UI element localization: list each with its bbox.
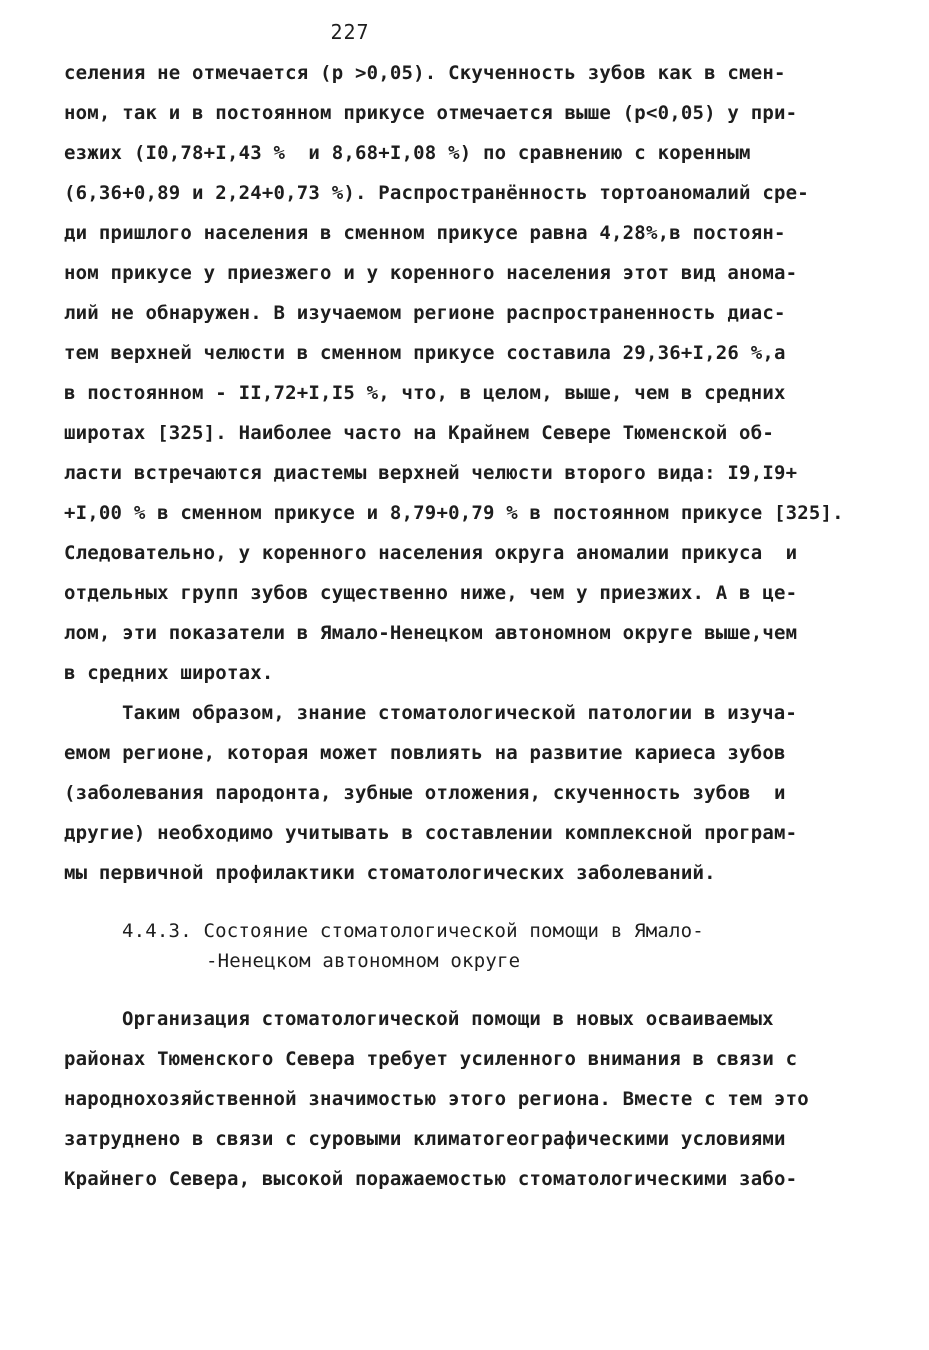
text-line: ном, так и в постоянном прикусе отмечается выше (p<0,05) у при- (64, 102, 798, 124)
text-line: в постоянном - II,72+I,I5 %, что, в целом, выше, чем в средних (64, 382, 786, 404)
text-line: селения не отмечается (p >0,05). Скученность зубов как в смен- (64, 62, 786, 84)
text-line: тем верхней челюсти в сменном прикусе составила 29,36+I,26 %,а (64, 342, 786, 364)
page-number: 227 (330, 20, 370, 44)
text-line: +I,00 % в сменном прикусе и 8,79+0,79 % в постоянном прикусе [325]. (64, 502, 844, 524)
text-line: отдельных групп зубов существенно ниже, чем у приезжих. А в це- (64, 582, 798, 604)
section-heading: 4.4.3. Состояние стоматологической помощи в Ямало- (122, 920, 704, 942)
text-line: ласти встречаются диастемы верхней челюсти второго вида: I9,I9+ (64, 462, 798, 484)
text-line: мы первичной профилактики стоматологических заболеваний. (64, 862, 716, 884)
text-line: езжих (I0,78+I,43 % и 8,68+I,08 %) по сравнению с коренным (64, 142, 751, 164)
text-line: Организация стоматологической помощи в новых осваиваемых (122, 1008, 774, 1030)
text-line: ди пришлого населения в сменном прикусе равна 4,28%,в постоян- (64, 222, 786, 244)
text-line: районах Тюменского Севера требует усиленного внимания в связи с (64, 1048, 798, 1070)
text-line: затруднено в связи с суровыми климатогеографическими условиями (64, 1128, 786, 1150)
text-line: ном прикусе у приезжего и у коренного населения этот вид анома- (64, 262, 798, 284)
text-line: другие) необходимо учитывать в составлении комплексной програм- (64, 822, 798, 844)
text-line: в средних широтах. (64, 662, 274, 684)
text-line: широтах [325]. Наиболее часто на Крайнем Севере Тюменской об- (64, 422, 774, 444)
text-line: Таким образом, знание стоматологической патологии в изуча- (122, 702, 798, 724)
text-line: емом регионе, которая может повлиять на развитие кариеса зубов (64, 742, 786, 764)
text-line: (заболевания пародонта, зубные отложения, скученность зубов и (64, 782, 786, 804)
text-line: Крайнего Севера, высокой поражаемостью стоматологическими забо- (64, 1168, 798, 1190)
text-line: Следовательно, у коренного населения округа аномалии прикуса и (64, 542, 798, 564)
text-line: (6,36+0,89 и 2,24+0,73 %). Распространённость тортоаномалий сре- (64, 182, 809, 204)
text-line: лий не обнаружен. В изучаемом регионе распространенность диас- (64, 302, 786, 324)
text-line: лом, эти показатели в Ямало-Ненецком автономном округе выше,чем (64, 622, 798, 644)
text-line: народнохозяйственной значимостью этого региона. Вместе с тем это (64, 1088, 809, 1110)
section-heading-continuation: -Ненецком автономном округе (206, 950, 521, 972)
